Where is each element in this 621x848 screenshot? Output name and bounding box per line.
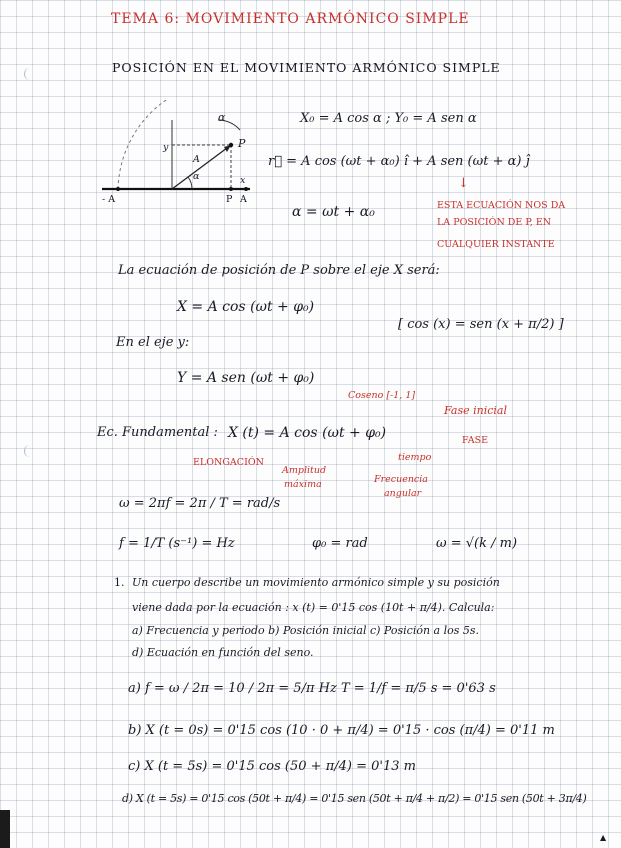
annot-tiempo: tiempo xyxy=(398,452,432,463)
diagram-label-P-axis: P xyxy=(226,194,233,205)
answer-c: c) X (t = 5s) = 0'15 cos (50 + π/4) = 0'13 m xyxy=(128,759,416,774)
text-eje-y: En el eje y: xyxy=(116,335,190,350)
diagram-label-A-axis: A xyxy=(240,194,247,205)
fundamental-label: Ec. Fundamental : xyxy=(97,425,218,440)
red-note-line-2: LA POSICIÓN DE P, EN xyxy=(437,217,552,228)
red-arrow-down: ↓ xyxy=(458,176,469,191)
diagram-label-neg-A: - A xyxy=(102,194,116,205)
answer-a: a) f = ω / 2π = 10 / 2π = 5/π Hz T = 1/f = π/5 s = 0'63 s xyxy=(128,681,496,696)
exercise-parts-2: d) Ecuación en función del seno. xyxy=(132,646,314,659)
binder-hole xyxy=(24,68,35,80)
page-corner-mark: ▲ xyxy=(600,833,607,842)
formula-omega: ω = 2πf = 2π / T = rad/s xyxy=(119,496,281,511)
identity-box: [ cos (x) = sen (x + π/2) ] xyxy=(398,317,564,332)
red-note-line-3: CUALQUIER INSTANTE xyxy=(437,239,555,250)
answer-d: d) X (t = 5s) = 0'15 cos (50t + π/4) = 0'15 sen (50t + π/4 + π/2) = 0'15 sen (50t + 3π/4) xyxy=(122,792,587,805)
page-title: TEMA 6: MOVIMIENTO ARMÓNICO SIMPLE xyxy=(111,11,470,27)
page-edge-shadow xyxy=(0,810,10,848)
exercise-statement-2: viene dada por la ecuación : x (t) = 0'15 cos (10t + π/4). Calcula: xyxy=(132,601,495,614)
section-heading: POSICIÓN EN EL MOVIMIENTO ARMÓNICO SIMPLE xyxy=(112,60,501,75)
exercise-parts-1: a) Frecuencia y periodo b) Posición inicial c) Posición a los 5s. xyxy=(132,624,480,637)
answer-b: b) X (t = 0s) = 0'15 cos (10 · 0 + π/4) = 0'15 · cos (π/4) = 0'11 m xyxy=(128,723,555,738)
diagram-label-alpha: α xyxy=(193,171,200,182)
exercise-number: 1. xyxy=(114,576,125,589)
fundamental-equation: X (t) = A cos (ωt + φ₀) xyxy=(228,425,387,441)
diagram-label-y: y xyxy=(163,142,169,153)
eq-x: X = A cos (ωt + φ₀) xyxy=(177,299,315,315)
annot-frecuencia-1: Frecuencia xyxy=(374,474,428,485)
red-note-line-1: ESTA ECUACIÓN NOS DA xyxy=(437,200,566,211)
annot-frecuencia-2: angular xyxy=(384,488,422,499)
annot-amplitud-2: máxima xyxy=(284,479,322,490)
eq-y: Y = A sen (ωt + φ₀) xyxy=(177,370,315,386)
circle-diagram xyxy=(100,100,260,212)
formula-phi: φ₀ = rad xyxy=(312,536,368,551)
annot-elongacion: ELONGACIÓN xyxy=(193,457,264,468)
text-eje-x: La ecuación de posición de P sobre el eje X será: xyxy=(118,263,440,278)
eq-x0-y0: X₀ = A cos α ; Y₀ = A sen α xyxy=(300,111,477,126)
formula-f: f = 1/T (s⁻¹) = Hz xyxy=(119,536,235,551)
diagram-alpha-top: α xyxy=(218,111,226,124)
binder-hole xyxy=(24,445,35,457)
annot-fase: FASE xyxy=(462,435,489,446)
diagram-label-x: x xyxy=(240,175,246,186)
diagram-label-P: P xyxy=(238,137,246,150)
diagram-label-A: A xyxy=(193,154,200,165)
exercise-statement-1: Un cuerpo describe un movimiento armónico simple y su posición xyxy=(132,576,500,589)
eq-alpha: α = ωt + α₀ xyxy=(292,204,375,220)
annot-amplitud-1: Amplitud xyxy=(282,465,327,476)
annot-coseno-range: Coseno [-1, 1] xyxy=(348,390,416,401)
eq-vector: r⃗ = A cos (ωt + α₀) î + A sen (ωt + α) ĵ xyxy=(268,154,530,169)
annot-fase-inicial: Fase inicial xyxy=(444,404,507,417)
formula-omega-k: ω = √(k / m) xyxy=(436,536,518,551)
